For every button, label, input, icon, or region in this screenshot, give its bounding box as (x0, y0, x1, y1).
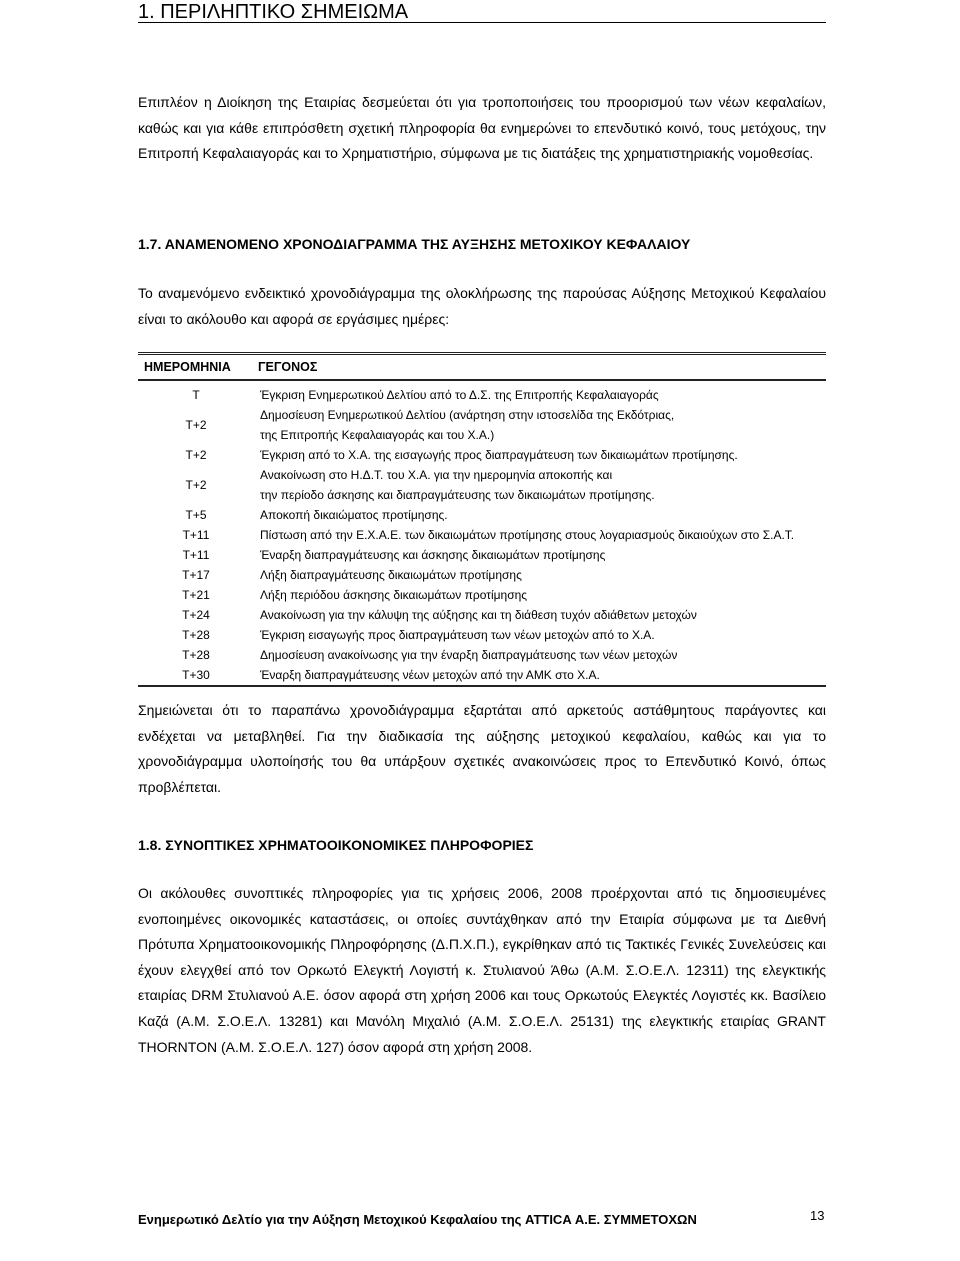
table-row (138, 445, 826, 465)
schedule-header-row (138, 354, 826, 381)
row-event: Δημοσίευση ανακοίνωσης για την έναρξη διαπραγμάτευσης των νέων μετοχών (260, 648, 678, 662)
row-date: Τ+24 (182, 608, 210, 622)
row-date: Τ+2 (185, 478, 207, 492)
row-event (254, 405, 826, 445)
row-event: Λήξη περιόδου άσκησης δικαιωμάτων προτίμησης (260, 588, 528, 602)
row-date: Τ+11 (182, 528, 210, 542)
footer-document-title: Ενημερωτικό Δελτίο για την Αύξηση Μετοχικού Κεφαλαίου της ATTICA Α.Ε. ΣΥΜΜΕΤΟΧΩΝ (138, 1212, 697, 1227)
table-row (138, 405, 826, 445)
table-row (138, 545, 826, 565)
row-event-line-1: Δημοσίευση Ενημερωτικού Δελτίου (ανάρτηση στην ιστοσελίδα της Εκδότριας, (260, 408, 675, 422)
table-row (138, 585, 826, 605)
row-event-line-2: την περίοδο άσκησης και διαπραγμάτευσης των δικαιωμάτων προτίμησης. (260, 488, 655, 502)
page-number: 13 (810, 1208, 825, 1223)
row-event: Ανακοίνωση για την κάλυψη της αύξησης και τη διάθεση τυχόν αδιάθετων μετοχών (260, 608, 697, 622)
section-1-8-paragraph: Οι ακόλουθες συνοπτικές πληροφορίες για τις χρήσεις 2006, 2008 προέρχονται από τις δημοσιευμένες ενοποιημένες οικονομικές καταστάσεις, οι οποίες συντάχθηκαν από την Εταιρία σύμφωνα με τα Διεθνή Πρότυπα Χρηματοοικονομικής Πληροφόρησης (Δ.Π.Χ.Π.), εγκρίθηκαν από τις Τακτικές Γενικές Συνελεύσεις και έχουν ελεγχθεί από τον Ορκωτό Ελεγκτή Λογιστή κ. Στυλιανού Άθω (Α.Μ. Σ.Ο.Ε.Λ. 12311) της ελεγκτικής εταιρίας DRM Στυλιανού Α.Ε. όσον αφορά στη χρήση 2006 και τους Ορκωτούς Ελεγκτές Λογιστές κκ. Βασίλειο Καζά (Α.Μ. Σ.Ο.Ε.Λ. 13281) και Μανόλη Μιχαλιό (Α.Μ. Σ.Ο.Ε.Λ. 25131) της ελεγκτικής εταιρίας GRANT THORNTON (Α.Μ. Σ.Ο.Ε.Λ. 127) όσον αφορά στη χρήση 2008. (138, 885, 826, 1055)
row-event: Έναρξη διαπραγμάτευσης νέων μετοχών από την ΑΜΚ στο Χ.Α. (254, 665, 826, 686)
table-row (138, 565, 826, 585)
section-1-7-heading: 1.7. ΑΝΑΜΕΝΟΜΕΝΟ ΧΡΟΝΟΔΙΑΓΡΑΜΜΑ ΤΗΣ ΑΥΞΗΣΗΣ ΜΕΤΟΧΙΚΟΥ ΚΕΦΑΛΑΙΟΥ (138, 236, 691, 252)
row-date: Τ+21 (182, 588, 210, 602)
row-event-line-2: της Επιτροπής Κεφαλαιαγοράς και του Χ.Α.) (260, 428, 495, 442)
column-header-event: ΓΕΓΟΝΟΣ (254, 354, 826, 381)
row-date: Τ+28 (182, 648, 210, 662)
intro-paragraph: Επιπλέον η Διοίκηση της Εταιρίας δεσμεύεται ότι για τροποποιήσεις του προορισμού των νέων κεφαλαίων, καθώς και για κάθε επιπρόσθετη σχετική πληροφορία θα ενημερώνει το επενδυτικό κοινό, τους μετόχους, την Επιτροπή Κεφαλαιαγοράς και το Χρηματιστήριο, σύμφωνα με τις διατάξεις της χρηματιστηριακής νομοθεσίας. (138, 94, 826, 162)
row-date: Τ+17 (182, 568, 210, 582)
section-1-7-paragraph: Το αναμενόμενο ενδεικτικό χρονοδιάγραμμα της ολοκλήρωσης της παρούσας Αύξησης Μετοχικού Κεφαλαίου είναι το ακόλουθο και αφορά σε εργάσιμες ημέρες: (138, 285, 826, 327)
row-event: Λήξη διαπραγμάτευσης δικαιωμάτων προτίμησης (260, 568, 522, 582)
table-row (138, 465, 826, 505)
schedule-note-paragraph: Σημειώνεται ότι το παραπάνω χρονοδιάγραμμα εξαρτάται από αρκετούς αστάθμητους παράγοντες και ενδέχεται να μεταβληθεί. Για την διαδικασία της αύξησης μετοχικού κεφαλαίου, καθώς και για το χρονοδιάγραμμα υλοποίησής του θα υπάρξουν σχετικές ανακοινώσεις προς το Επενδυτικό Κοινό, όπως προβλέπεται. (138, 702, 826, 795)
page-header-title: 1. ΠΕΡΙΛΗΠΤΙΚΟ ΣΗΜΕΙΩΜΑ (138, 0, 826, 23)
table-row (138, 625, 826, 645)
row-date: Τ (192, 388, 200, 402)
row-event: Αποκοπή δικαιώματος προτίμησης. (260, 508, 448, 522)
column-header-date: ΗΜΕΡΟΜΗΝΙΑ (138, 354, 254, 381)
row-event: Έγκριση εισαγωγής προς διαπραγμάτευση των νέων μετοχών από το Χ.Α. (260, 628, 655, 642)
row-date: Τ+28 (182, 628, 210, 642)
section-1-8-heading: 1.8. ΣΥΝΟΠΤΙΚΕΣ ΧΡΗΜΑΤΟΟΙΚΟΝΟΜΙΚΕΣ ΠΛΗΡΟΦΟΡΙΕΣ (138, 837, 534, 853)
table-row (138, 380, 826, 405)
row-date: Τ+5 (185, 508, 207, 522)
table-row (138, 665, 826, 686)
row-event (254, 465, 826, 505)
table-row (138, 525, 826, 545)
schedule-table (138, 352, 826, 687)
row-event-line-1: Ανακοίνωση στο Η.Δ.Τ. του Χ.Α. για την ημερομηνία αποκοπής και (260, 468, 613, 482)
row-date: Τ+30 (138, 665, 254, 686)
table-row (138, 645, 826, 665)
row-event: Έγκριση Ενημερωτικού Δελτίου από το Δ.Σ. της Επιτροπής Κεφαλαιαγοράς (260, 388, 659, 402)
table-row (138, 605, 826, 625)
row-date: Τ+11 (182, 548, 210, 562)
table-row (138, 505, 826, 525)
row-event: Έγκριση από το Χ.Α. της εισαγωγής προς διαπραγμάτευση των δικαιωμάτων προτίμησης. (260, 448, 738, 462)
row-event: Έναρξη διαπραγμάτευσης και άσκησης δικαιωμάτων προτίμησης (260, 548, 606, 562)
row-date: Τ+2 (185, 448, 207, 462)
row-date: Τ+2 (185, 418, 207, 432)
row-event: Πίστωση από την Ε.Χ.Α.Ε. των δικαιωμάτων προτίμησης στους λογαριασμούς δικαιούχων στο Σ.Α.Τ. (260, 528, 795, 542)
